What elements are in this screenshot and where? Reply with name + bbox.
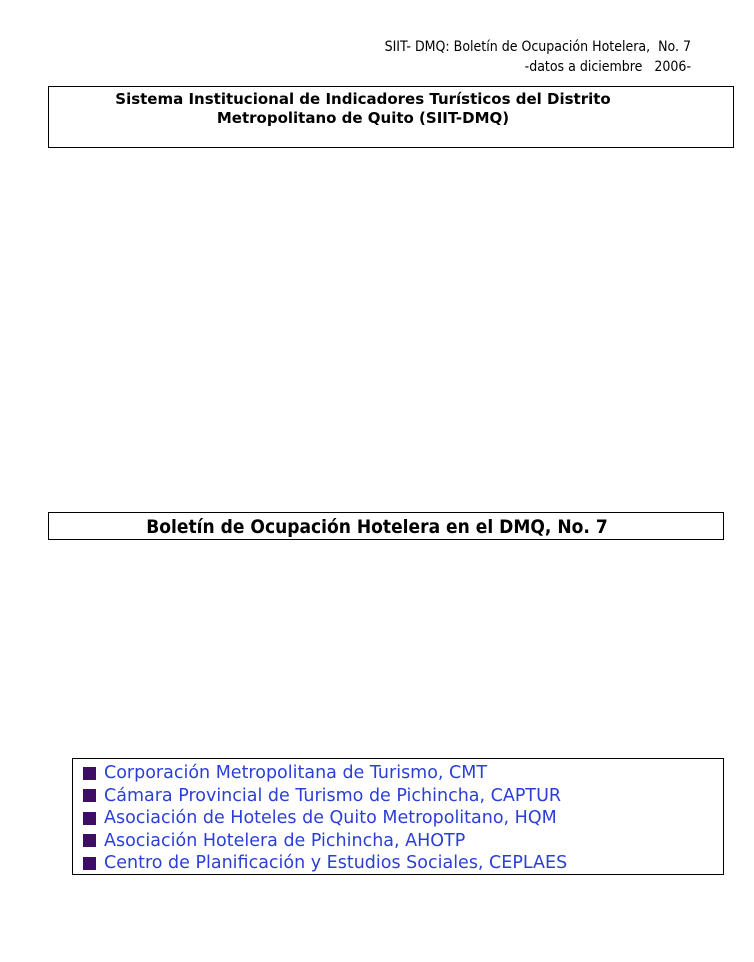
partner-label: Centro de Planificación y Estudios Sociales, CEPLAES <box>104 853 568 873</box>
system-title-box <box>48 86 734 148</box>
partner-item-captur <box>83 785 561 807</box>
document-header-line-2: -datos a diciembre 2006- <box>524 59 691 75</box>
bulletin-title: Boletín de Ocupación Hotelera en el DMQ, No. 7 <box>146 516 608 538</box>
square-bullet-icon <box>83 834 96 847</box>
partner-label: Asociación Hotelera de Pichincha, AHOTP <box>104 830 466 851</box>
system-title-line-1: Sistema Institucional de Indicadores Turísticos del Distrito <box>115 90 611 108</box>
partners-list <box>72 758 724 875</box>
square-bullet-icon <box>83 767 96 780</box>
square-bullet-icon <box>83 812 96 825</box>
square-bullet-icon <box>83 789 96 802</box>
square-bullet-icon <box>83 857 96 870</box>
document-header-line-1: SIIT- DMQ: Boletín de Ocupación Hotelera, No. 7 <box>384 39 691 55</box>
partner-item-ahotp <box>83 830 465 852</box>
bulletin-title-box <box>48 512 724 540</box>
partner-item-ceplaes <box>83 852 567 874</box>
partner-item-hqm <box>83 807 557 829</box>
system-title-line-2: Metropolitano de Quito (SIIT-DMQ) <box>216 109 510 127</box>
partner-label: Cámara Provincial de Turismo de Pichincha, CAPTUR <box>104 785 562 806</box>
partner-item-cmt <box>83 762 487 784</box>
partner-label: Corporación Metropolitana de Turismo, CMT <box>104 763 488 783</box>
partner-label: Asociación de Hoteles de Quito Metropolitano, HQM <box>104 808 557 828</box>
